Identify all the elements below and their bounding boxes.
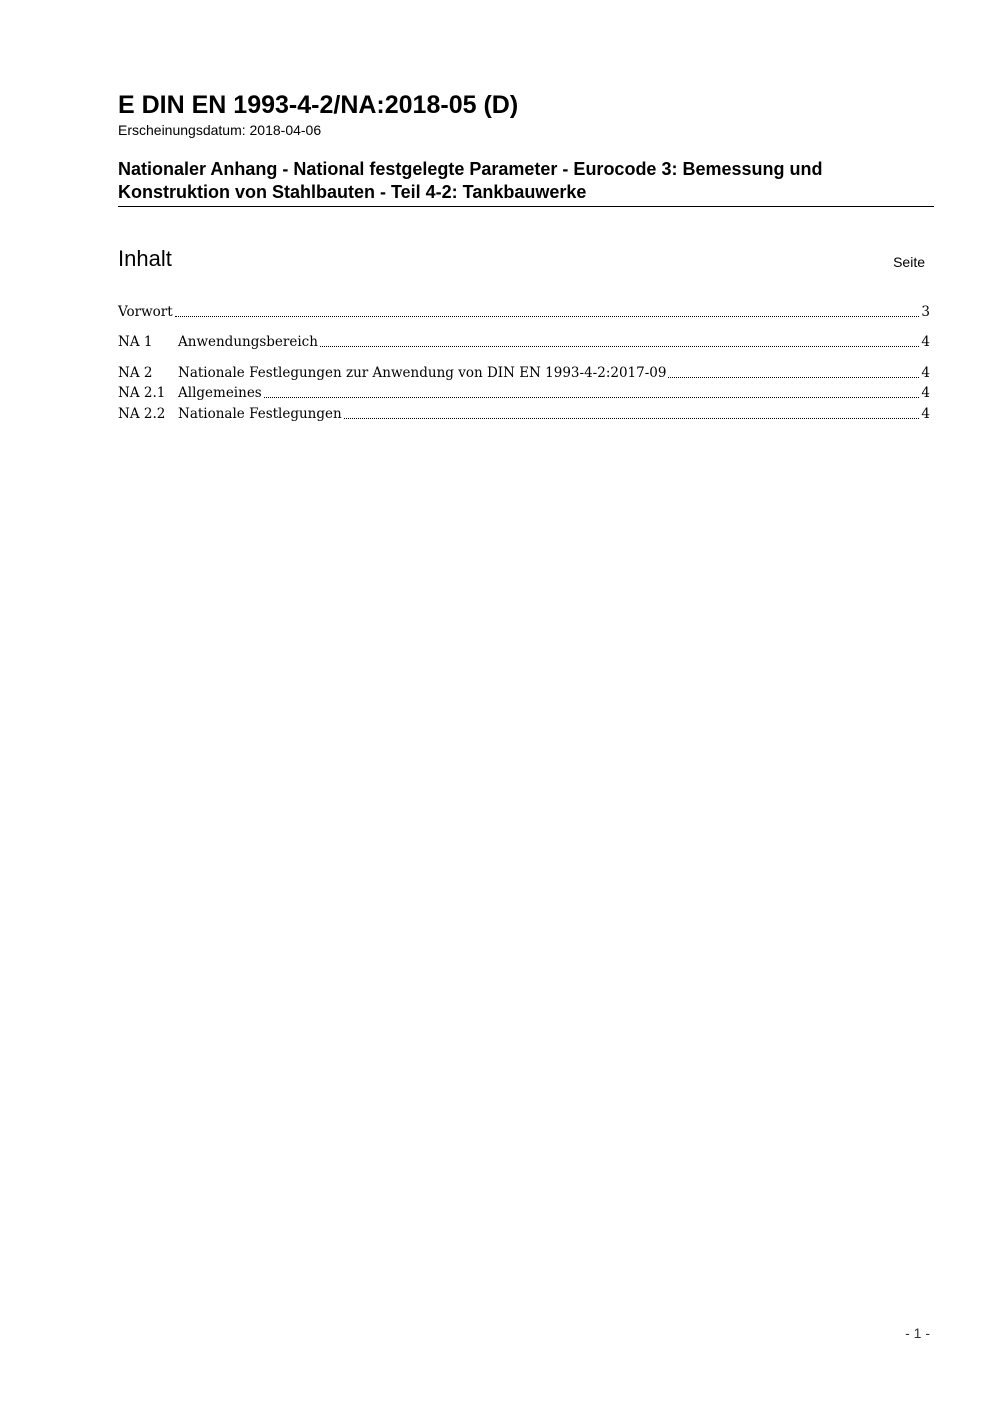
toc-dot-leader [668,377,919,378]
publication-date: Erscheinungsdatum: 2018-04-06 [118,122,322,138]
title-divider [118,206,934,207]
toc-entry-label: Vorwort [118,304,173,320]
page-number: - 1 - [905,1325,930,1341]
toc-entry-na-2[interactable] [118,363,930,383]
toc-entry-label: Nationale Festlegungen zur Anwendung von DIN EN 1993-4-2:2017-09 [178,365,667,381]
document-identifier: E DIN EN 1993-4-2/NA:2018-05 (D) [118,91,519,119]
toc-heading: Inhalt [118,246,172,271]
toc-entry-page: 4 [921,385,930,401]
toc-entry-number: NA 2.1 [118,385,166,401]
toc-entry-page: 4 [921,365,930,381]
document-title-line-2: Konstruktion von Stahlbauten - Teil 4-2: Tankbauwerke [118,182,587,202]
toc-entry-page: 4 [921,406,930,422]
toc-entry-page: 3 [921,304,930,320]
toc-entry-number: NA 1 [118,334,153,350]
toc-entry-number: NA 2.2 [118,406,166,422]
document-title [118,158,933,204]
toc-entry-label: Allgemeines [178,385,262,401]
toc-dot-leader [264,397,920,398]
toc-entry-label: Anwendungsbereich [178,334,318,350]
document-title-line-1: Nationaler Anhang - National festgelegte Parameter - Eurocode 3: Bemessung und [118,159,823,179]
toc-dot-leader [344,418,920,419]
toc-entry-vorwort[interactable] [118,302,930,322]
toc-entry-na-2-2[interactable] [118,404,930,424]
toc-entry-na-2-1[interactable] [118,383,930,403]
toc-entry-label: Nationale Festlegungen [178,406,342,422]
toc-entry-na-1[interactable] [118,332,930,352]
toc-entry-number: NA 2 [118,365,153,381]
toc-page-column-header: Seite [893,254,925,270]
toc-entry-page: 4 [921,334,930,350]
toc-dot-leader [175,316,920,317]
toc-dot-leader [320,346,919,347]
